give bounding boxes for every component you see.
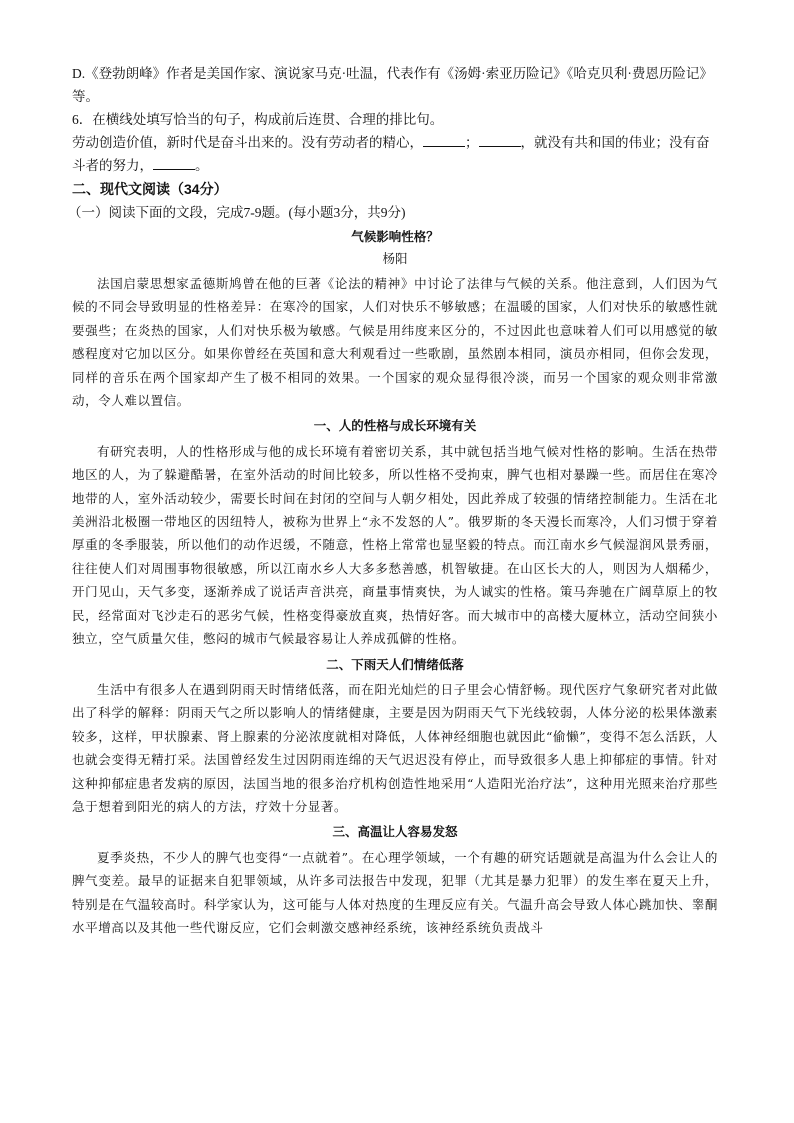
q6-part-2: ，就没有共和国的伟业；没有奋斗者的努力， [72, 135, 710, 173]
article-paragraph-1: 有研究表明，人的性格形成与他的成长环境有着密切关系，其中就包括当地气候对性格的影响。生活在热带地区的人，为了躲避酷暑，在室外活动的时间比较多，所以性格不受拘束，脾气也相对暴躁一些。而居住在寒冷地带的人，室外活动较少，需要长时间在封闭的空间与人朝夕相处，因此养成了较强的情绪控制能力。生活在北美洲沿北极圈一带地区的因纽特人，被称为世界上“永不发怒的人”。俄罗斯的冬天漫长而寒冷，人们习惯于穿着厚重的冬季服装，所以他们的动作迟缓，不随意，性格上常常也显坚毅的特点。而江南水乡气候湿润风景秀丽，往往使人们对周围事物很敏感，所以江南水乡人大多多愁善感，机智敏捷。在山区长大的人，则因为人烟稀少，开门见山，天气多变，逐渐养成了说话声音洪亮，商量事情爽快，为人诚实的性格。策马奔驰在广阔草原上的牧民，经常面对飞沙走石的恶劣气候，性格变得豪放直爽，热情好客。而大城市中的高楼大厦林立，活动空间狭小独立，空气质量欠佳，憋闷的城市气候最容易让人养成孤僻的性格。 [72, 443, 718, 647]
subheading-2: 二、下雨天人们情绪低落 [326, 656, 464, 672]
document-page [68, 62, 718, 939]
subheading-1: 一、人的性格与成长环境有关 [313, 418, 477, 434]
q6-end: 。 [195, 158, 209, 173]
question-6-body [72, 131, 718, 177]
option-d-text: D.《登勃朗峰》作者是美国作家、演说家马克·吐温，代表作有《汤姆·索亚历险记》《哈克贝利·费恩历险记》等。 [72, 66, 713, 104]
reading-instruction: （一）阅读下面的文段，完成7-9题。(每小题3分，共9分) [68, 205, 406, 220]
answer-blank-1[interactable] [423, 132, 465, 147]
section-heading: 二、现代文阅读（34分） [72, 181, 228, 197]
q6-part-1: 劳动创造价值，新时代是奋斗出来的。没有劳动者的精心， [72, 135, 423, 150]
subheading-3: 三、高温让人容易发怒 [332, 824, 458, 840]
article-author: 杨阳 [382, 251, 408, 266]
article-intro-paragraph: 法国启蒙思想家孟德斯鸠曾在他的巨著《论法的精神》中讨论了法律与气候的关系。他注意到，人们因为气候的不同会导致明显的性格差异：在寒冷的国家，人们对快乐不够敏感；在温暖的国家，人们对快乐的敏感性就要强些；在炎热的国家，人们对快乐极为敏感。气候是用纬度来区分的，不过因此也意味着人们可以用感觉的敏感程度对它加以区分。如果你曾经在英国和意大利观看过一些歌剧，虽然剧本相同，演员亦相同，但你会发现，同样的音乐在两个国家却产生了极不相同的效果。一个国家的观众显得很冷淡，而另一个国家的观众则非常激动，令人难以置信。 [72, 276, 718, 409]
q6-separator: ； [465, 135, 479, 150]
article-paragraph-2: 生活中有很多人在遇到阴雨天时情绪低落，而在阳光灿烂的日子里会心情舒畅。现代医疗气象研究者对此做出了科学的解释：阴雨天气之所以影响人的情绪健康，主要是因为阴雨天气下光线较弱，人体分泌的松果体激素较多，这样，甲状腺素、肾上腺素的分泌浓度就相对降低，人体神经细胞也就因此“偷懒”，变得不怎么活跃，人也就会变得无精打采。法国曾经发生过因阴雨连绵的天气迟迟没有停止，而导致很多人患上抑郁症的事情。针对这种抑郁症患者发病的原因，法国当地的很多治疗机构创造性地采用“人造阳光治疗法”，这种用光照来治疗那些急于想着到阳光的病人的方法，疗效十分显著。 [72, 681, 718, 814]
answer-blank-3[interactable] [153, 155, 195, 170]
question-6-stem: 6．在横线处填写恰当的句子，构成前后连贯、合理的排比句。 [72, 112, 444, 127]
answer-blank-2[interactable] [479, 132, 521, 147]
article-paragraph-3: 夏季炎热，不少人的脾气也变得“一点就着”。在心理学领域，一个有趣的研究话题就是高温为什么会让人的脾气变差。最早的证据来自犯罪领域，从许多司法报告中发现，犯罪（尤其是暴力犯罪）的发生率在夏天上升，特别是在气温较高时。科学家认为，这可能与人体对热度的生理反应有关。气温升高会导致人体心跳加快、睾酮水平增高以及其他一些代谢反应，它们会刺激交感神经系统，该神经系统负责战斗 [72, 849, 718, 935]
article-title: 气候影响性格？ [351, 229, 439, 244]
